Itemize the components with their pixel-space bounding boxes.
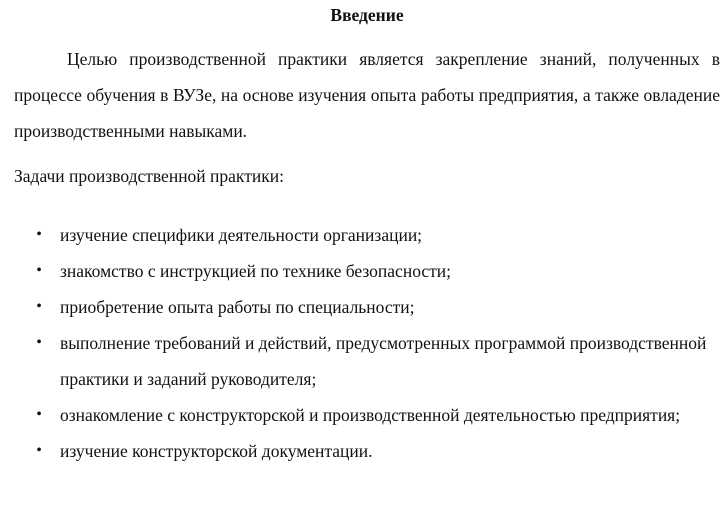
- bullet-icon: •: [36, 262, 42, 279]
- task-list-item: [14, 397, 720, 433]
- task-list-item: [14, 325, 720, 397]
- intro-paragraph: Целью производственной практики является закрепление знаний, полученных в процессе обучения в ВУЗе, на основе изучения опыта работы предприятия, а также овладение производственными навыками.: [14, 49, 720, 141]
- task-text: выполнение требований и действий, предусмотренных программой производственной практики и заданий руководителя;: [60, 333, 707, 389]
- task-list-item: [14, 253, 720, 289]
- task-text: изучение специфики деятельности организации;: [60, 225, 423, 245]
- task-text: знакомство с инструкцией по технике безопасности;: [60, 261, 452, 281]
- task-list-item: [14, 433, 720, 469]
- task-text: изучение конструкторской документации.: [60, 441, 373, 461]
- bullet-icon: •: [36, 298, 42, 315]
- bullet-icon: •: [36, 406, 42, 423]
- document-page: [14, 0, 720, 469]
- bullet-icon: •: [36, 334, 42, 351]
- tasks-title: Задачи производственной практики:: [14, 166, 284, 186]
- bullet-icon: •: [36, 226, 42, 243]
- task-list-item: [14, 217, 720, 253]
- task-list-item: [14, 289, 720, 325]
- task-list: [14, 217, 720, 469]
- document-heading: Введение: [330, 5, 404, 25]
- bullet-icon: •: [36, 442, 42, 459]
- task-text: приобретение опыта работы по специальности;: [60, 297, 415, 317]
- task-text: ознакомление с конструкторской и производственной деятельностью предприятия;: [60, 405, 681, 425]
